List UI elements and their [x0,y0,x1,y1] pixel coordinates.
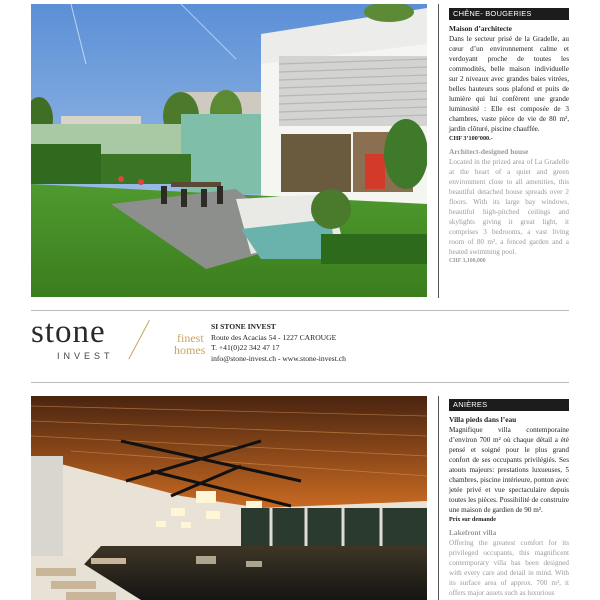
logo-tagline-1: finest [177,331,204,345]
stone-invest-logo [31,314,206,364]
logo-subtitle: INVEST [57,351,114,361]
house-exterior-photo [31,4,427,297]
agency-phone: T. +41(0)22 342 47 17 [211,343,280,352]
logo-slash [128,320,150,359]
listing-price-en: CHF 3,100,000 [449,258,486,264]
agency-contact [211,322,346,364]
agency-name: SI STONE INVEST [211,322,276,331]
location-tag: CHÊNE- BOUGERIES [449,8,569,20]
agency-web: info@stone-invest.ch - www.stone-invest.ch [211,353,346,363]
listing-title-fr: Villa pieds dans l’eau [449,415,517,424]
column-divider [438,396,439,600]
column-divider [438,4,439,298]
listing-title-fr: Maison d’architecte [449,24,512,33]
listing-title-en: Architect-designed house [449,147,529,156]
listing-description-fr: Magnifique villa contemporaine d’environ 700 m² où chaque détail a été pensé et soigné pour le plus grand confort de ses occupants privilégiés. Ses atouts majeurs: prestations luxueuses, 5 chambres, piscine intérieure, ponton avec jetée privé et vue spectaculaire depuis toutes les pièces. Possibilité de construire une maison de gardien de 90 m². [449,426,569,514]
listing-2 [449,399,569,598]
listing-price-fr: Prix sur demande [449,516,496,523]
listing-1 [449,8,569,265]
logo-wordmark: stone [31,314,106,350]
listing-description-fr: Dans le secteur prisé de la Gradelle, au cœur d’un environnement calme et verdoyant proche de toutes les commodités, belle maison individuelle sur 2 niveaux avec grandes baies vitrées, belles hauteurs sous plafond et puits de lumière qui lui confèrent une grande luminosité : Elle est composée de 3 chambres, vaste pièce de vie de 80 m², jardin clôturé, piscine chauffée. [449,35,569,133]
divider [31,382,569,383]
listing-description-en: Located in the prized area of La Gradelle at the heart of a quiet and green environment close to all amenities, this beautiful detached house spreads over 2 floors. With its large bay windows, beautiful high-pitched ceilings and skylights giving it great light, it comprises 3 bedrooms, a vast living room of 80 m², a fenced garden and a heated swimming pool. [449,158,569,256]
listing-price-fr: CHF 3’100’000.- [449,135,493,142]
location-tag: ANIÈRES [449,399,569,411]
logo-tagline-2: homes [174,343,206,357]
divider [31,310,569,311]
listing-title-en: Lakefront villa [449,528,497,537]
listing-description-en: Offering the greatest comfort for its privileged occupants, this magnificent contemporary villa has been designed with every care and detail in mind. With its surface area of approx. 700 m², it offers major assets such as luxurious [449,539,569,597]
indoor-pool-photo [31,396,427,600]
agency-address: Route des Acacias 54 - 1227 CAROUGE [211,332,337,342]
